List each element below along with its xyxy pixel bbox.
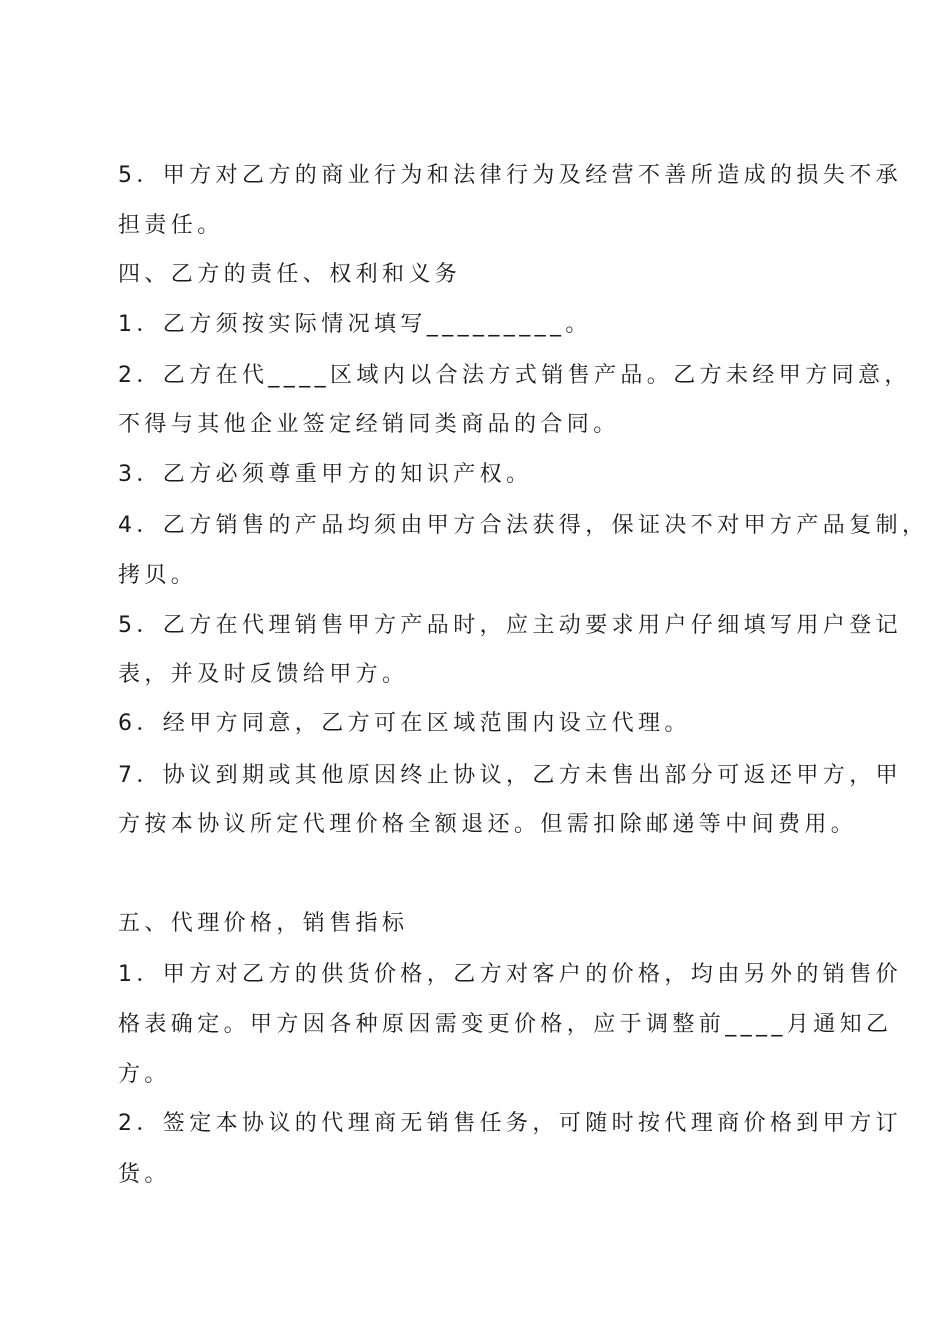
- clause-4-5-line-1: 5．乙方在代理销售甲方产品时，应主动要求用户仔细填写用户登记: [118, 613, 902, 638]
- clause-4-2-line-2: 不得与其他企业签定经销同类商品的合同。: [118, 412, 620, 437]
- clause-5-2-line-1: 2．签定本协议的代理商无销售任务，可随时按代理商价格到甲方订: [118, 1111, 902, 1136]
- section-5-heading: 五、代理价格，销售指标: [118, 911, 409, 936]
- clause-4-4-line-2: 拷贝。: [118, 563, 198, 588]
- clause-4-1: 1．乙方须按实际情况填写_________。: [118, 312, 592, 337]
- clause-5-2-line-2: 货。: [118, 1162, 171, 1187]
- clause-5-1-line-3: 方。: [118, 1062, 171, 1087]
- section-4-heading: 四、乙方的责任、权利和义务: [118, 262, 462, 287]
- clause-4-4-line-1: 4．乙方销售的产品均须由甲方合法获得，保证决不对甲方产品复制，: [118, 513, 929, 538]
- clause-4-2-line-1: 2．乙方在代____区域内以合法方式销售产品。乙方未经甲方同意，: [118, 363, 911, 388]
- clause-3-5-line-2: 担责任。: [118, 213, 224, 238]
- clause-5-1-line-2: 格表确定。甲方因各种原因需变更价格，应于调整前____月通知乙: [118, 1012, 893, 1037]
- clause-3-5-line-1: 5．甲方对乙方的商业行为和法律行为及经营不善所造成的损失不承: [118, 163, 902, 188]
- clause-4-6: 6．经甲方同意，乙方可在区域范围内设立代理。: [118, 711, 691, 736]
- clause-4-7-line-2: 方按本协议所定代理价格全额退还。但需扣除邮递等中间费用。: [118, 812, 858, 837]
- clause-4-7-line-1: 7．协议到期或其他原因终止协议，乙方未售出部分可返还甲方，甲: [118, 763, 902, 788]
- clause-4-5-line-2: 表，并及时反馈给甲方。: [118, 662, 409, 687]
- clause-4-3: 3．乙方必须尊重甲方的知识产权。: [118, 462, 533, 487]
- clause-5-1-line-1: 1．甲方对乙方的供货价格，乙方对客户的价格，均由另外的销售价: [118, 962, 902, 987]
